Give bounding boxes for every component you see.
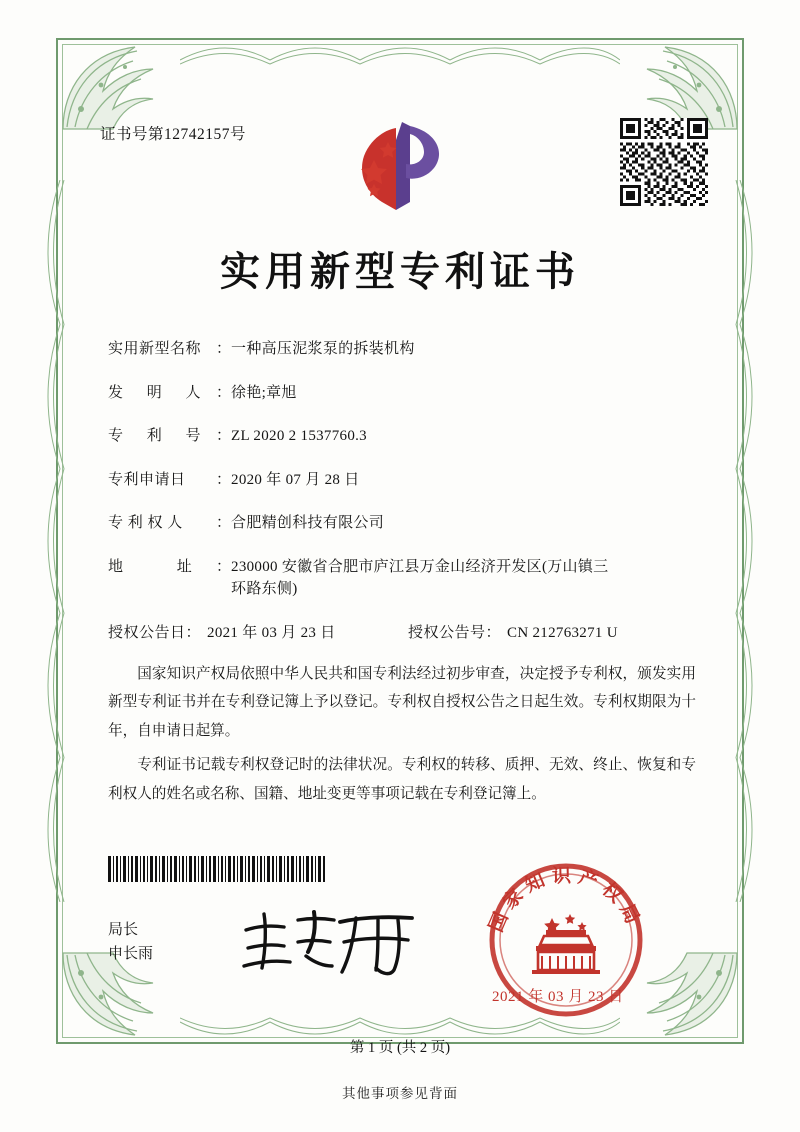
field-value: 徐艳;章旭 [231, 384, 297, 401]
field-label: 发 明 人 [108, 384, 211, 401]
grant-date-label: 授权公告日： [108, 624, 202, 641]
field-colon: ： [216, 558, 232, 575]
field-label: 实用新型名称 [108, 341, 202, 357]
director-name-label: 申长雨 [108, 946, 154, 962]
footnote: 其他事项参见背面 [342, 1086, 458, 1101]
address-line-1: 230000 安徽省合肥市庐江县万金山经济开发区(万山镇三 [231, 558, 609, 575]
field-row-patent-number [108, 425, 692, 448]
legal-text-block [108, 660, 696, 814]
page-number: 第 1 页 (共 2 页) [349, 1040, 451, 1056]
director-title-label: 局长 [108, 922, 139, 938]
field-colon: ： [216, 428, 232, 444]
grant-date-group [108, 622, 408, 645]
address-line-2: 环路东侧) [231, 581, 298, 597]
page-title: 实用新型专利证书 [220, 248, 580, 295]
corner-ornament-top-left [57, 39, 177, 135]
field-row-address [108, 556, 692, 601]
field-colon: ： [216, 471, 232, 488]
field-colon: ： [216, 515, 232, 531]
field-row-application-date [108, 469, 692, 492]
edge-ornament-top [180, 40, 620, 66]
paragraph-1: 国家知识产权局依照中华人民共和国专利法经过初步审查，决定授予专利权，颁发实用新型专利证书并在专利登记簿上予以登记。专利权自授权公告之日起生效。专利权期限为十年，自申请日起算。 [108, 666, 696, 739]
barcode-icon [108, 856, 328, 882]
cnipa-logo-icon [344, 118, 456, 218]
field-value: 2020 年 07 月 28 日 [231, 471, 360, 488]
field-list [108, 338, 692, 662]
publication-number-label: 授权公告号： [408, 624, 502, 641]
field-colon: ： [216, 384, 232, 401]
field-colon: ： [216, 341, 232, 357]
paragraph-2: 专利证书记载专利权登记时的法律状况。专利权的转移、质押、无效、终止、恢复和专利权人的姓名或名称、国籍、地址变更等事项记载在专利登记簿上。 [108, 757, 696, 802]
field-row-inventor [108, 382, 692, 405]
qr-code-icon [620, 118, 708, 206]
field-row-utility-model-name [108, 338, 692, 361]
field-label: 专 利 权 人 [108, 515, 183, 531]
certificate-number: 证书号第12742157号 [100, 126, 247, 143]
field-label: 专利申请日 [108, 471, 186, 488]
field-value: 合肥精创科技有限公司 [231, 515, 385, 531]
seal-date: 2021 年 03 月 23 日 [492, 989, 624, 1005]
publication-number-group [408, 622, 692, 645]
field-label: 专 利 号 [108, 428, 211, 444]
svg-text:国家知识产权局: 国家知识产权局 [484, 864, 647, 936]
publication-number-value: CN 212763271 U [507, 624, 618, 641]
grant-date-value: 2021 年 03 月 23 日 [207, 624, 336, 641]
field-value: 一种高压泥浆泵的拆装机构 [231, 341, 415, 357]
field-label: 地 址 [108, 558, 217, 575]
field-row-patentee [108, 512, 692, 535]
field-row-grant-announcement [108, 622, 692, 645]
field-value [231, 556, 692, 601]
handwritten-signature-icon [236, 900, 426, 980]
signature-block [108, 918, 153, 966]
field-value: ZL 2020 2 1537760.3 [231, 428, 367, 444]
